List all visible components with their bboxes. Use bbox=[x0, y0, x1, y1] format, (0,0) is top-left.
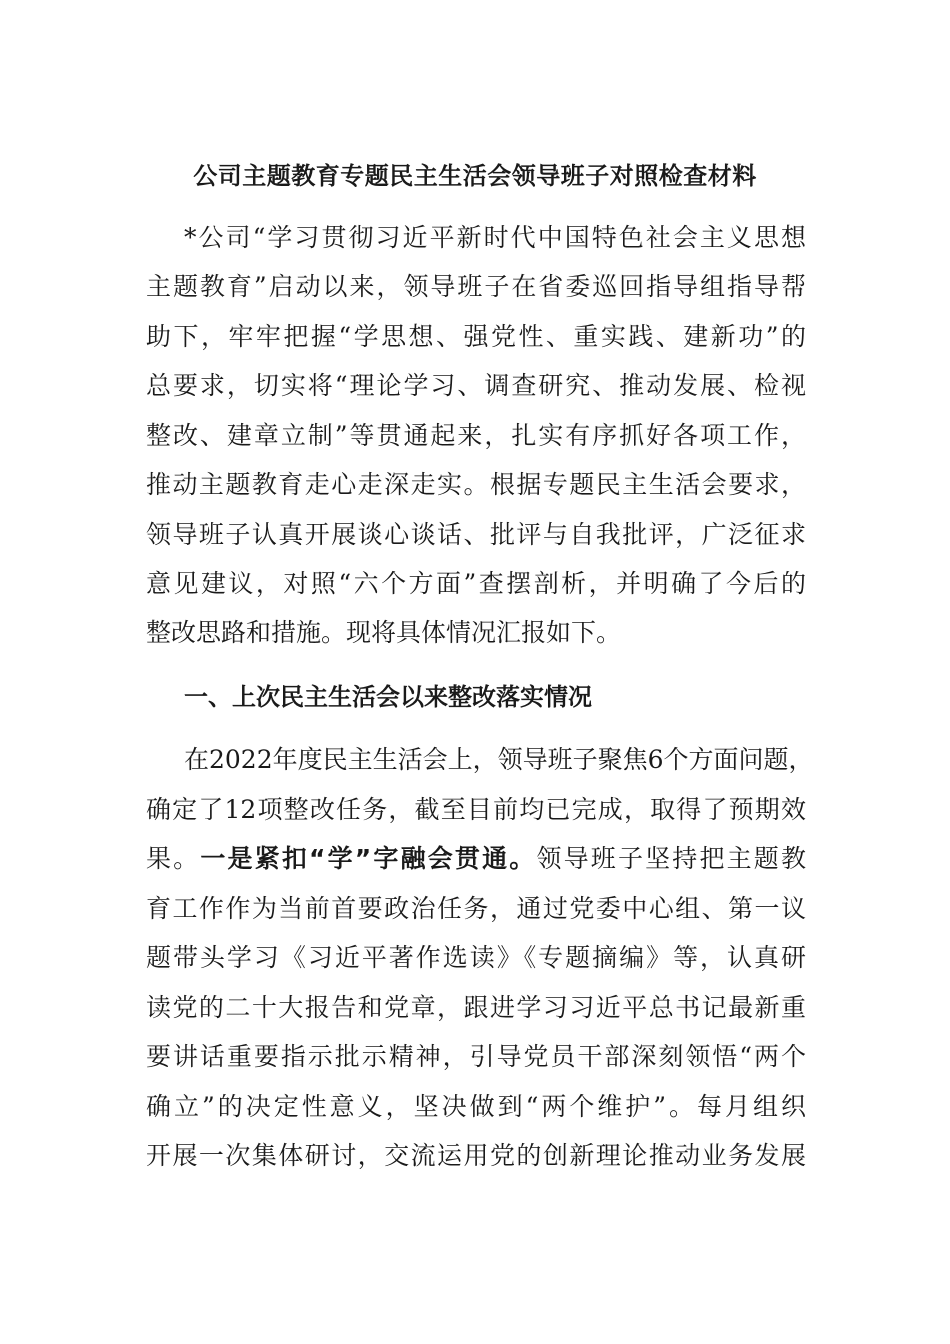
section-1-line-1: 在2022年度民主生活会上，领导班子聚焦6个方面问题， bbox=[184, 745, 814, 774]
intro-line-3: 助下，牢牢把握“学思想、强党性、重实践、建新功”的 bbox=[146, 322, 806, 351]
section-1-line-4: 育工作作为当前首要政治任务，通过党委中心组、第一议 bbox=[146, 894, 806, 923]
intro-line-4: 总要求，切实将“理论学习、调查研究、推动发展、检视 bbox=[146, 371, 806, 400]
section-1-line-8: 确立”的决定性意义，坚决做到“两个维护”。每月组织 bbox=[146, 1092, 806, 1121]
intro-line-1: *公司“学习贯彻习近平新时代中国特色社会主义思想 bbox=[184, 223, 806, 252]
section-1-line-3-suffix: 领导班子坚持把主题教 bbox=[536, 844, 806, 873]
section-1-heading: 一、上次民主生活会以来整改落实情况 bbox=[184, 683, 592, 711]
intro-line-9: 整改思路和措施。现将具体情况汇报如下。 bbox=[146, 618, 622, 647]
intro-line-2: 主题教育”启动以来，领导班子在省委巡回指导组指导帮 bbox=[146, 272, 806, 301]
intro-line-8: 意见建议，对照“六个方面”查摆剖析，并明确了今后的 bbox=[146, 569, 806, 598]
document-title: 公司主题教育专题民主生活会领导班子对照检查材料 bbox=[193, 162, 757, 190]
point-one-heading: 一是紧扣“学”字融会贯通。 bbox=[200, 844, 537, 873]
section-1-line-3-prefix: 果。 bbox=[146, 844, 201, 873]
intro-line-7: 领导班子认真开展谈心谈话、批评与自我批评，广泛征求 bbox=[146, 520, 806, 549]
section-1-line-3 bbox=[146, 839, 806, 879]
section-1-line-7: 要讲话重要指示批示精神，引导党员干部深刻领悟“两个 bbox=[146, 1042, 806, 1071]
intro-line-6: 推动主题教育走心走深走实。根据专题民主生活会要求， bbox=[146, 470, 806, 499]
section-1-line-6: 读党的二十大报告和党章，跟进学习习近平总书记最新重 bbox=[146, 993, 806, 1022]
section-1-line-9: 开展一次集体研讨，交流运用党的创新理论推动业务发展 bbox=[146, 1141, 806, 1170]
intro-line-5: 整改、建章立制”等贯通起来，扎实有序抓好各项工作， bbox=[146, 421, 806, 450]
section-1-line-2: 确定了12项整改任务，截至目前均已完成，取得了预期效 bbox=[146, 795, 806, 824]
section-1-line-5: 题带头学习《习近平著作选读》《专题摘编》等，认真研 bbox=[146, 943, 806, 972]
